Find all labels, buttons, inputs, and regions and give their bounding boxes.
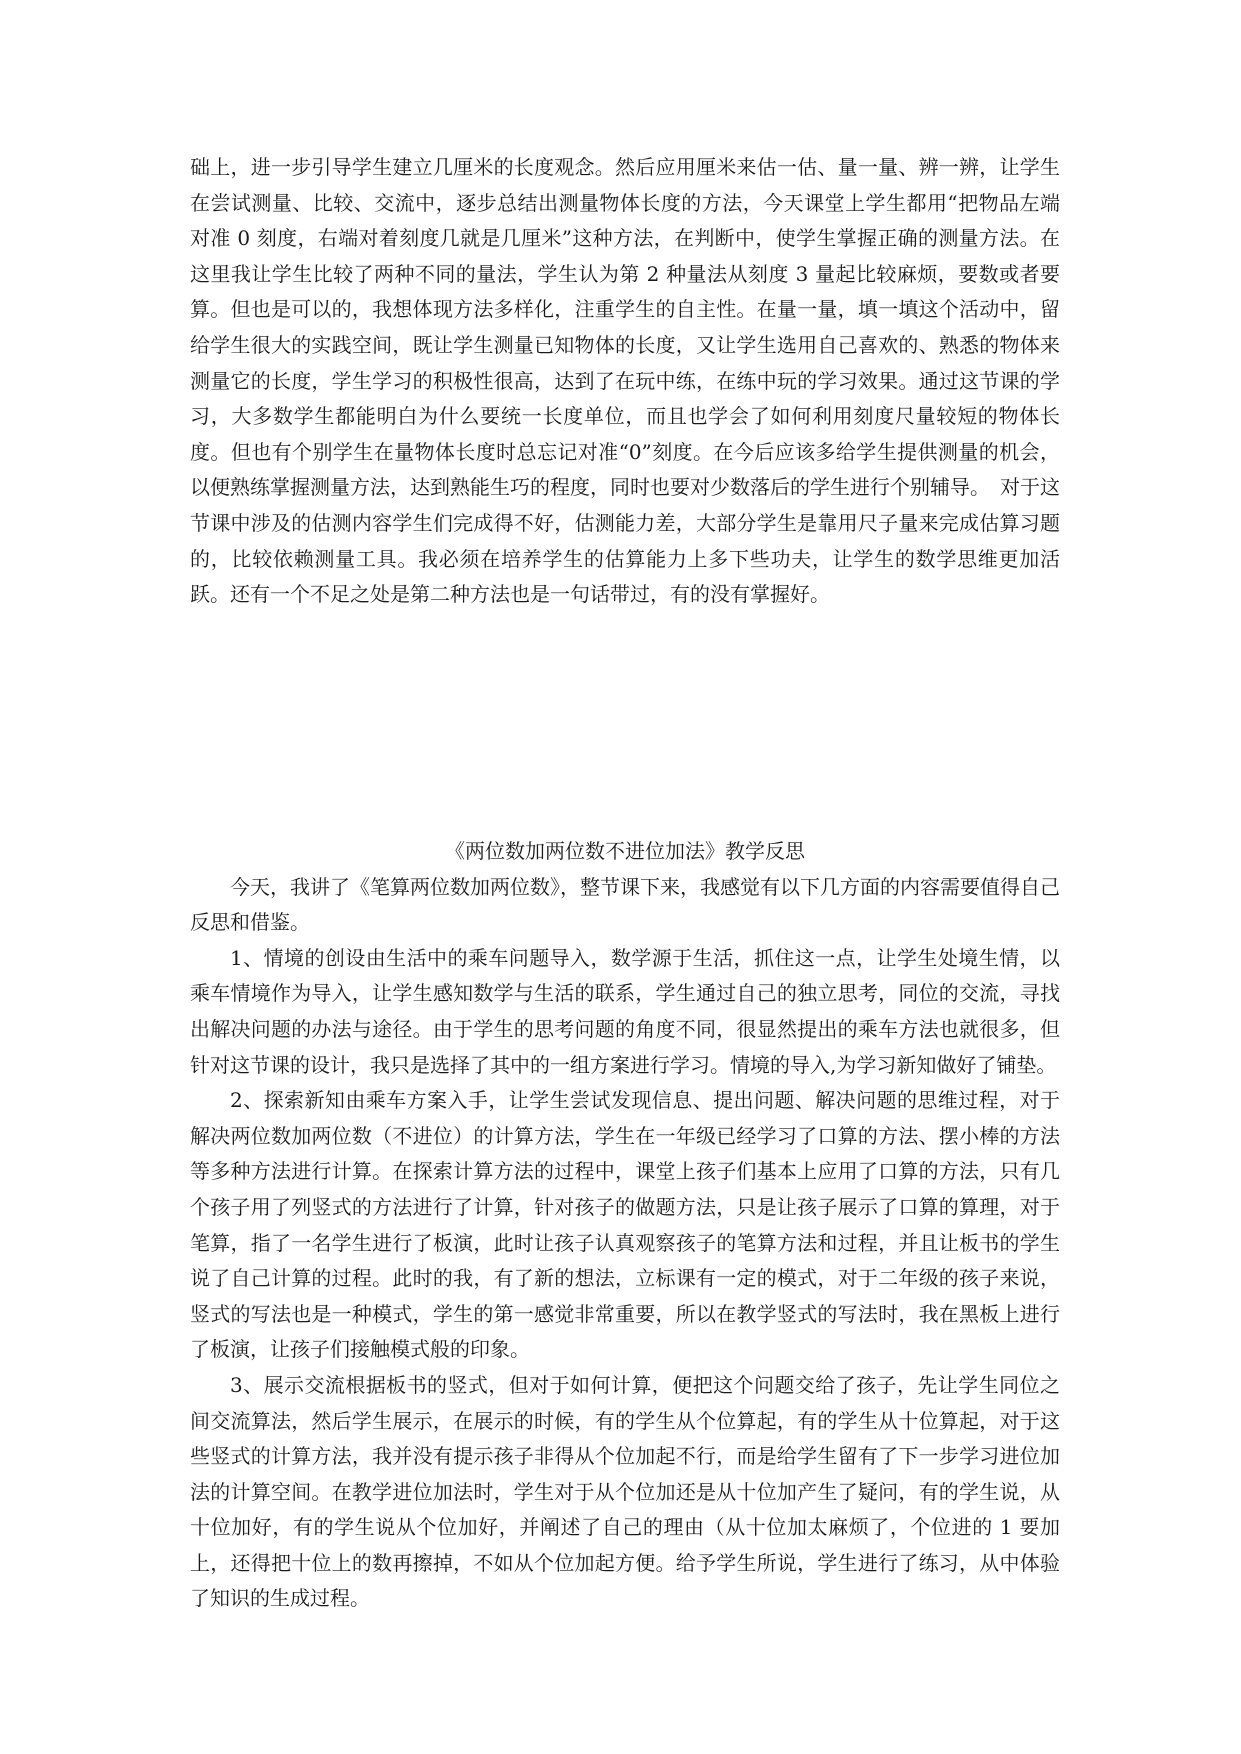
- section-title: 《两位数加两位数不进位加法》教学反思: [445, 839, 805, 863]
- paragraph-point-2: 2、探索新知由乘车方案入手，让学生尝试发现信息、提出问题、解决问题的思维过程，对于解决两位数加两位数（不进位）的计算方法，学生在一年级已经学习了口算的方法、摆小棒的方法等多种方法进行计算。在探索计算方法的过程中，课堂上孩子们基本上应用了口算的方法，只有几个孩子用了列竖式的方法进行了计算，针对孩子的做题方法，只是让孩子展示了口算的算理，对于笔算，指了一名学生进行了板演，此时让孩子认真观察孩子的笔算方法和过程，并且让板书的学生说了自己计算的过程。此时的我，有了新的想法，立标课有一定的模式，对于二年级的孩子来说，竖式的写法也是一种模式，学生的第一感觉非常重要，所以在教学竖式的写法时，我在黑板上进行了板演，让孩子们接触模式般的印象。: [190, 1088, 1060, 1362]
- previous-lesson-reflection-section: [190, 150, 1060, 613]
- paragraph-point-1: 1、情境的创设由生活中的乘车问题导入，数学源于生活，抓住这一点，让学生处境生情，以乘车情境作为导入，让学生感知数学与生活的联系，学生通过自己的独立思考，同位的交流，寻找出解决问题的办法与途径。由于学生的思考问题的角度不同，很显然提出的乘车方法也就很多，但针对这节课的设计，我只是选择了其中的一组方案进行学习。情境的导入,为学习新知做好了铺垫。: [190, 945, 1060, 1077]
- paragraph-intro: 今天，我讲了《笔算两位数加两位数》，整节课下来，我感觉有以下几方面的内容需要值得自己反思和借鉴。: [190, 874, 1060, 935]
- addition-lesson-reflection-section: [190, 834, 1060, 1617]
- paragraph-point-3: 3、展示交流根据板书的竖式，但对于如何计算，便把这个问题交给了孩子，先让学生同位之间交流算法，然后学生展示，在展示的时候，有的学生从个位算起，有的学生从十位算起，对于这些竖式的计算方法，我并没有提示孩子非得从个位加起不行，而是给学生留有了下一步学习进位加法的计算空间。在教学进位加法时，学生对于从个位加还是从十位加产生了疑问，有的学生说，从十位加好，有的学生说从个位加好，并阐述了自己的理由（从十位加太麻烦了，个位进的 1 要加上，还得把十位上的数再擦掉，不如从个位加起方便。给予学生所说，学生进行了练习，从中体验了知识的生成过程。: [190, 1372, 1060, 1611]
- paragraph: 础上，进一步引导学生建立几厘米的长度观念。然后应用厘米来估一估、量一量、辨一辨，让学生在尝试测量、比较、交流中，逐步总结出测量物体长度的方法，今天课堂上学生都用“把物品左端对准 0 刻度，右端对着刻度几就是几厘米”这种方法，在判断中，使学生掌握正确的测量方法。在这里我让学生比较了两种不同的量法，学生认为第 2 种量法从刻度 3 量起比较麻烦，要数或者要算。但也是可以的，我想体现方法多样化，注重学生的自主性。在量一量，填一填这个活动中，留给学生很大的实践空间，既让学生测量已知物体的长度，又让学生选用自己喜欢的、熟悉的物体来测量它的长度，学生学习的积极性很高，达到了在玩中练，在练中玩的学习效果。通过这节课的学习，大多数学生都能明白为什么要统一长度单位，而且也学会了如何利用刻度尺量较短的物体长度。但也有个别学生在量物体长度时总忘记对准“0”刻度。在今后应该多给学生提供测量的机会，以便熟练掌握测量方法，达到熟能生巧的程度，同时也要对少数落后的学生进行个别辅导。 对于这节课中涉及的估测内容学生们完成得不好，估测能力差，大部分学生是靠用尺子量来完成估算习题的，比较依赖测量工具。我必须在培养学生的估算能力上多下些功夫，让学生的数学思维更加活跃。还有一个不足之处是第二种方法也是一句话带过，有的没有掌握好。: [190, 155, 1060, 607]
